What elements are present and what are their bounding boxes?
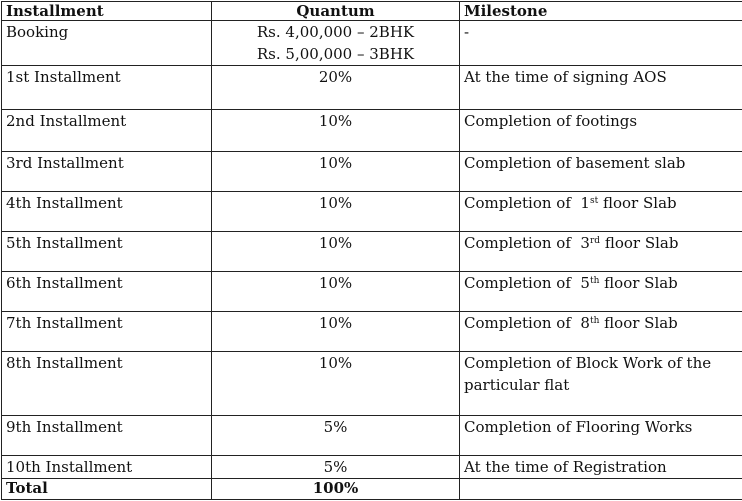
milestone-cell — [460, 192, 742, 232]
milestone-text-suffix: floor Slab — [598, 194, 677, 212]
quantum-cell — [212, 312, 460, 352]
milestone-cell — [460, 110, 742, 152]
header-quantum: Quantum — [212, 2, 460, 21]
total-label: Total — [2, 479, 212, 500]
installment-cell: 4th Installment — [2, 192, 212, 232]
table-row — [2, 66, 742, 110]
quantum-value: Rs. 4,00,000 – 2BHK — [256, 23, 415, 41]
milestone-text: Completion of Block Work of the particular flat — [464, 354, 716, 394]
installment-cell: 5th Installment — [2, 232, 212, 272]
milestone-ordinal-suffix: th — [589, 276, 600, 286]
milestone-cell — [460, 152, 742, 192]
table-row — [2, 21, 742, 66]
milestone-cell — [460, 352, 742, 416]
quantum-value: 10% — [318, 354, 353, 372]
quantum-cell — [212, 152, 460, 192]
milestone-text: At the time of signing AOS — [464, 68, 667, 86]
milestone-text: - — [464, 23, 470, 41]
milestone-text-suffix: floor Slab — [599, 314, 678, 332]
milestone-text: Completion of 1 — [464, 194, 590, 212]
installment-cell: 3rd Installment — [2, 152, 212, 192]
milestone-text: At the time of Registration — [464, 458, 667, 476]
table-row — [2, 312, 742, 352]
table-row — [2, 192, 742, 232]
header-milestone: Milestone — [460, 2, 742, 21]
quantum-cell — [212, 21, 460, 66]
milestone-cell — [460, 272, 742, 312]
table-row — [2, 232, 742, 272]
table-row — [2, 456, 742, 479]
quantum-cell — [212, 192, 460, 232]
table-row — [2, 152, 742, 192]
table-row — [2, 352, 742, 416]
milestone-ordinal-suffix: rd — [589, 236, 601, 246]
total-row — [2, 479, 742, 500]
quantum-cell — [212, 456, 460, 479]
milestone-ordinal-suffix: th — [589, 316, 600, 326]
quantum-cell — [212, 66, 460, 110]
milestone-cell — [460, 21, 742, 66]
milestone-cell — [460, 456, 742, 479]
quantum-value: 5% — [323, 458, 348, 476]
milestone-cell — [460, 66, 742, 110]
quantum-cell — [212, 232, 460, 272]
quantum-cell — [212, 110, 460, 152]
milestone-text-suffix: floor Slab — [599, 274, 678, 292]
installment-cell: 2nd Installment — [2, 110, 212, 152]
quantum-value: 10% — [318, 194, 353, 212]
table-row — [2, 272, 742, 312]
quantum-value: Rs. 5,00,000 – 3BHK — [256, 45, 415, 63]
quantum-value: 10% — [318, 274, 353, 292]
milestone-ordinal-suffix: st — [589, 196, 599, 206]
quantum-cell — [212, 352, 460, 416]
total-quantum: 100% — [212, 479, 460, 500]
quantum-value: 10% — [318, 112, 353, 130]
installment-schedule-table — [1, 1, 742, 500]
quantum-value: 10% — [318, 154, 353, 172]
header-row — [2, 2, 742, 21]
installment-cell: 8th Installment — [2, 352, 212, 416]
milestone-text: Completion of 5 — [464, 274, 590, 292]
table-row — [2, 416, 742, 456]
installment-cell: Booking — [2, 21, 212, 66]
header-installment: Installment — [2, 2, 212, 21]
milestone-text: Completion of basement slab — [464, 154, 686, 172]
quantum-cell — [212, 272, 460, 312]
quantum-value: 5% — [323, 418, 348, 436]
quantum-value: 10% — [318, 314, 353, 332]
milestone-cell — [460, 312, 742, 352]
installment-cell: 7th Installment — [2, 312, 212, 352]
milestone-text: Completion of 3 — [464, 234, 590, 252]
milestone-text-suffix: floor Slab — [600, 234, 679, 252]
installment-cell: 1st Installment — [2, 66, 212, 110]
table-row — [2, 110, 742, 152]
installment-cell: 6th Installment — [2, 272, 212, 312]
milestone-text: Completion of footings — [464, 112, 638, 130]
quantum-value: 20% — [318, 68, 353, 86]
quantum-value: 10% — [318, 234, 353, 252]
milestone-text: Completion of Flooring Works — [464, 418, 693, 436]
milestone-text: Completion of 8 — [464, 314, 590, 332]
quantum-cell — [212, 416, 460, 456]
total-milestone — [460, 479, 742, 500]
schedule-body — [2, 21, 742, 500]
installment-cell: 9th Installment — [2, 416, 212, 456]
milestone-cell — [460, 416, 742, 456]
installment-cell: 10th Installment — [2, 456, 212, 479]
milestone-cell — [460, 232, 742, 272]
